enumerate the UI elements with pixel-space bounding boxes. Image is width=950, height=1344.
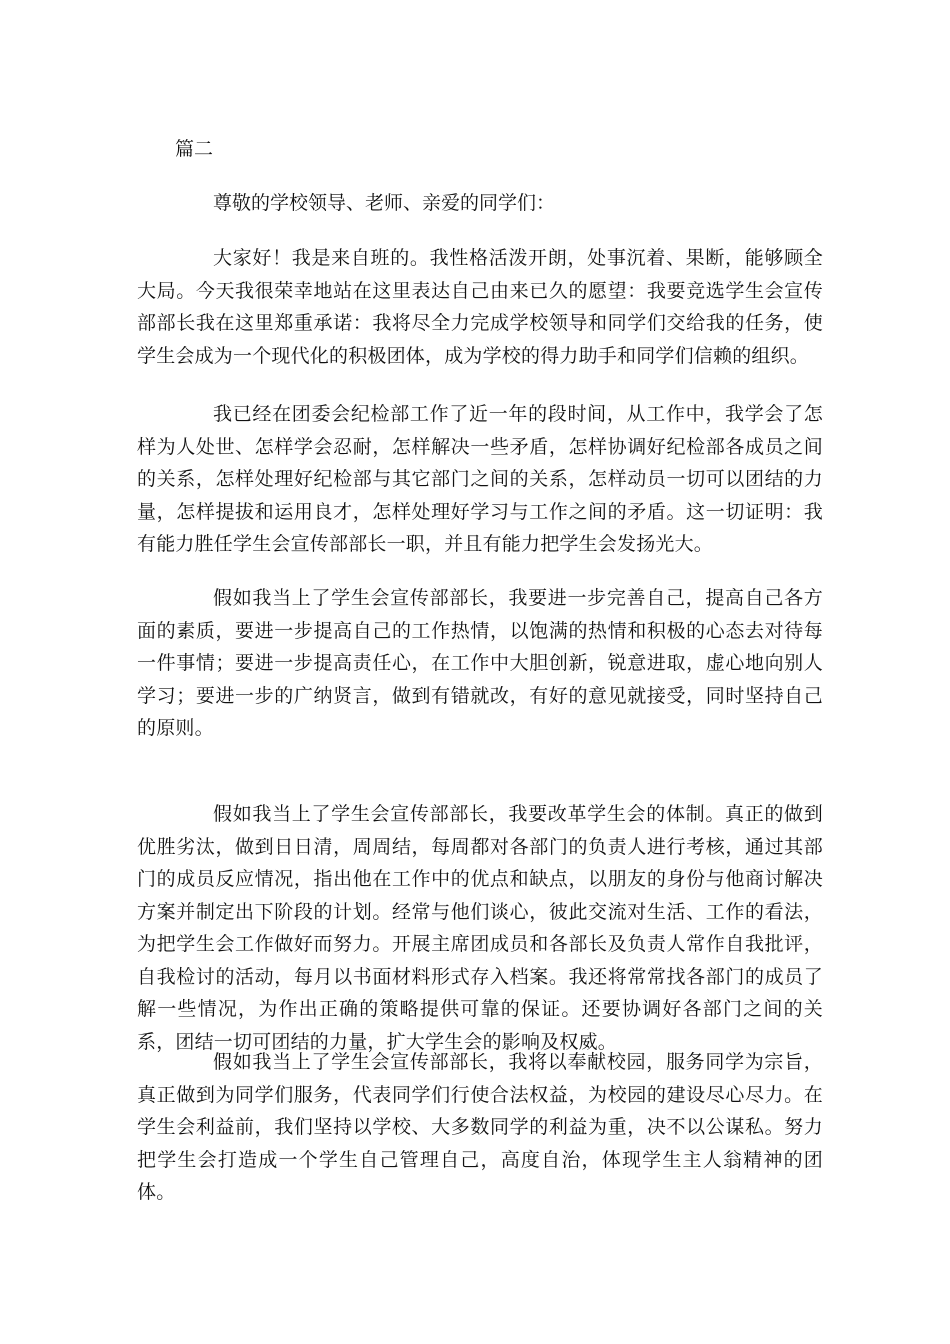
- paragraph-experience: 我已经在团委会纪检部工作了近一年的段时间，从工作中，我学会了怎样为人处世、怎样学会忍耐，怎样解决一些矛盾，怎样协调好纪检部各成员之间的关系，怎样处理好纪检部与其它部门之间的关系，怎样动员一切可以团结的力量，怎样提拔和运用良才，怎样处理好学习与工作之间的矛盾。这一切证明：我有能力胜任学生会宣传部部长一职，并且有能力把学生会发扬光大。: [137, 403, 823, 555]
- paragraph-service: 假如我当上了学生会宣传部部长，我将以奉献校园，服务同学为宗旨，真正做到为同学们服务，代表同学们行使合法权益，为校园的建设尽心尽力。在学生会利益前，我们坚持以学校、大多数同学的利益为重，决不以公谋私。努力把学生会打造成一个学生自己管理自己，高度自治，体现学生主人翁精神的团体。: [137, 1051, 823, 1203]
- paragraph-introduction: 大家好！我是来自班的。我性格活泼开朗，处事沉着、果断，能够顾全大局。今天我很荣幸地站在这里表达自己由来已久的愿望：我要竞选学生会宣传部部长我在这里郑重承诺：我将尽全力完成学校领导和同学们交给我的任务，使学生会成为一个现代化的积极团体，成为学校的得力助手和同学们信赖的组织。: [137, 247, 823, 367]
- paragraph-reform: 假如我当上了学生会宣传部部长，我要改革学生会的体制。真正的做到优胜劣汰，做到日日清，周周结，每周都对各部门的负责人进行考核，通过其部门的成员反应情况，指出他在工作中的优点和缺点，以朋友的身份与他商讨解决方案并制定出下阶段的计划。经常与他们谈心，彼此交流对生活、工作的看法，为把学生会工作做好而努力。开展主席团成员和各部长及负责人常作自我批评，自我检讨的活动，每月以书面材料形式存入档案。我还将常常找各部门的成员了解一些情况，为作出正确的策略提供可靠的保证。还要协调好各部门之间的关系，团结一切可团结的力量，扩大学生会的影响及权威。: [137, 803, 823, 1053]
- paragraph-self-improvement: 假如我当上了学生会宣传部部长，我要进一步完善自己，提高自己各方面的素质，要进一步提高自己的工作热情，以饱满的热情和积极的心态去对待每一件事情；要进一步提高责任心，在工作中大胆创新，锐意进取，虚心地向别人学习；要进一步的广纳贤言，做到有错就改，有好的意见就接受，同时坚持自己的原则。: [137, 587, 823, 739]
- salutation: 尊敬的学校领导、老师、亲爱的同学们：: [213, 192, 556, 214]
- section-heading: 篇二: [175, 138, 214, 160]
